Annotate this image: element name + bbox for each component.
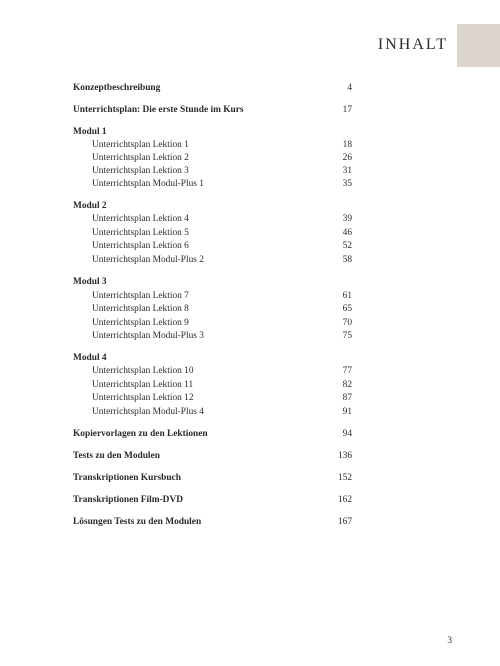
toc-section-label: Modul 2: [73, 201, 107, 211]
toc-entry-page: 58: [342, 255, 352, 265]
toc-entry-label: Unterrichtsplan Lektion 10: [92, 366, 194, 376]
toc-entry-page: 65: [342, 304, 352, 314]
toc-entry-lektion-4[interactable]: [92, 213, 352, 225]
toc-entry-page: 82: [342, 380, 352, 390]
toc-entry-lektion-8[interactable]: [92, 303, 352, 315]
toc-entry-page: 61: [342, 291, 352, 301]
toc-entry-tests[interactable]: [73, 450, 352, 462]
toc-section-label: Modul 1: [73, 127, 107, 137]
toc-entry-label: Unterrichtsplan Lektion 1: [92, 140, 189, 150]
toc-entry-label: Unterrichtsplan Modul-Plus 1: [92, 179, 204, 189]
toc-entry-erste-stunde[interactable]: [73, 104, 352, 116]
toc-entry-modul-plus-3[interactable]: [92, 330, 352, 342]
toc-section-label: Modul 3: [73, 277, 107, 287]
toc-entry-label: Kopiervorlagen zu den Lektionen: [73, 429, 208, 439]
toc-entry-transkriptionen-kursbuch[interactable]: [73, 472, 352, 484]
toc-entry-lektion-7[interactable]: [92, 290, 352, 302]
toc-entry-lektion-9[interactable]: [92, 317, 352, 329]
toc-entry-label: Unterrichtsplan Lektion 9: [92, 318, 189, 328]
toc-entry-page: 77: [342, 366, 352, 376]
toc-entry-konzeptbeschreibung[interactable]: [73, 82, 352, 94]
toc-entry-modul-plus-4[interactable]: [92, 406, 352, 418]
toc-entry-page: 75: [342, 331, 352, 341]
page-title: INHALT: [377, 36, 448, 53]
toc-entry-page: 87: [342, 393, 352, 403]
toc-entry-label: Unterrichtsplan Modul-Plus 4: [92, 407, 204, 417]
toc-entry-label: Unterrichtsplan Lektion 2: [92, 153, 189, 163]
toc-entry-page: 18: [342, 140, 352, 150]
toc-entry-label: Unterrichtsplan: Die erste Stunde im Kurs: [73, 105, 244, 115]
toc-entry-label: Unterrichtsplan Lektion 4: [92, 214, 189, 224]
toc-section-modul-2: [73, 200, 352, 212]
toc-entry-lektion-6[interactable]: [92, 240, 352, 252]
toc-entry-page: 46: [342, 228, 352, 238]
toc-entry-lektion-2[interactable]: [92, 152, 352, 164]
toc-entry-label: Unterrichtsplan Lektion 5: [92, 228, 189, 238]
toc-section-modul-1: [73, 126, 352, 138]
toc-entry-page: 162: [337, 495, 352, 505]
toc-entry-label: Unterrichtsplan Modul-Plus 2: [92, 255, 204, 265]
toc-section-label: Modul 4: [73, 353, 107, 363]
toc-entry-transkriptionen-film-dvd[interactable]: [73, 494, 352, 506]
toc-entry-page: 136: [337, 451, 352, 461]
toc-section-modul-3: [73, 276, 352, 288]
toc-entry-label: Unterrichtsplan Lektion 6: [92, 241, 189, 251]
toc-entry-label: Unterrichtsplan Lektion 11: [92, 380, 194, 390]
toc-entry-page: 39: [342, 214, 352, 224]
toc-entry-lektion-1[interactable]: [92, 139, 352, 151]
toc-entry-label: Unterrichtsplan Lektion 12: [92, 393, 194, 403]
toc-entry-page: 52: [342, 241, 352, 251]
toc-entry-page: 26: [342, 153, 352, 163]
toc-entry-label: Transkriptionen Film-DVD: [73, 495, 183, 505]
toc-entry-label: Unterrichtsplan Modul-Plus 3: [92, 331, 204, 341]
toc-entry-lektion-10[interactable]: [92, 365, 352, 377]
toc-entry-label: Unterrichtsplan Lektion 3: [92, 166, 189, 176]
toc-entry-kopiervorlagen[interactable]: [73, 428, 352, 440]
toc-entry-label: Unterrichtsplan Lektion 8: [92, 304, 189, 314]
toc-entry-lektion-11[interactable]: [92, 379, 352, 391]
toc-entry-loesungen[interactable]: [73, 516, 352, 528]
toc-entry-page: 31: [342, 166, 352, 176]
toc-entry-page: 152: [337, 473, 352, 483]
toc-entry-modul-plus-2[interactable]: [92, 254, 352, 266]
toc-entry-lektion-12[interactable]: [92, 392, 352, 404]
toc-entry-page: 17: [342, 105, 352, 115]
toc-entry-label: Unterrichtsplan Lektion 7: [92, 291, 189, 301]
toc-section-modul-4: [73, 352, 352, 364]
toc-entry-page: 70: [342, 318, 352, 328]
toc-entry-label: Tests zu den Modulen: [73, 451, 160, 461]
toc-entry-page: 35: [342, 179, 352, 189]
toc-entry-modul-plus-1[interactable]: [92, 178, 352, 190]
toc-entry-lektion-5[interactable]: [92, 227, 352, 239]
toc-entry-lektion-3[interactable]: [92, 165, 352, 177]
toc-entry-page: 4: [347, 83, 352, 93]
toc-entry-label: Lösungen Tests zu den Modulen: [73, 517, 202, 527]
toc-entry-label: Transkriptionen Kursbuch: [73, 473, 181, 483]
page-number: 3: [447, 636, 452, 646]
toc-entry-page: 91: [342, 407, 352, 417]
toc-entry-page: 94: [342, 429, 352, 439]
toc-entry-label: Konzeptbeschreibung: [73, 83, 161, 93]
toc-entry-page: 167: [337, 517, 352, 527]
section-tab: [457, 24, 500, 67]
